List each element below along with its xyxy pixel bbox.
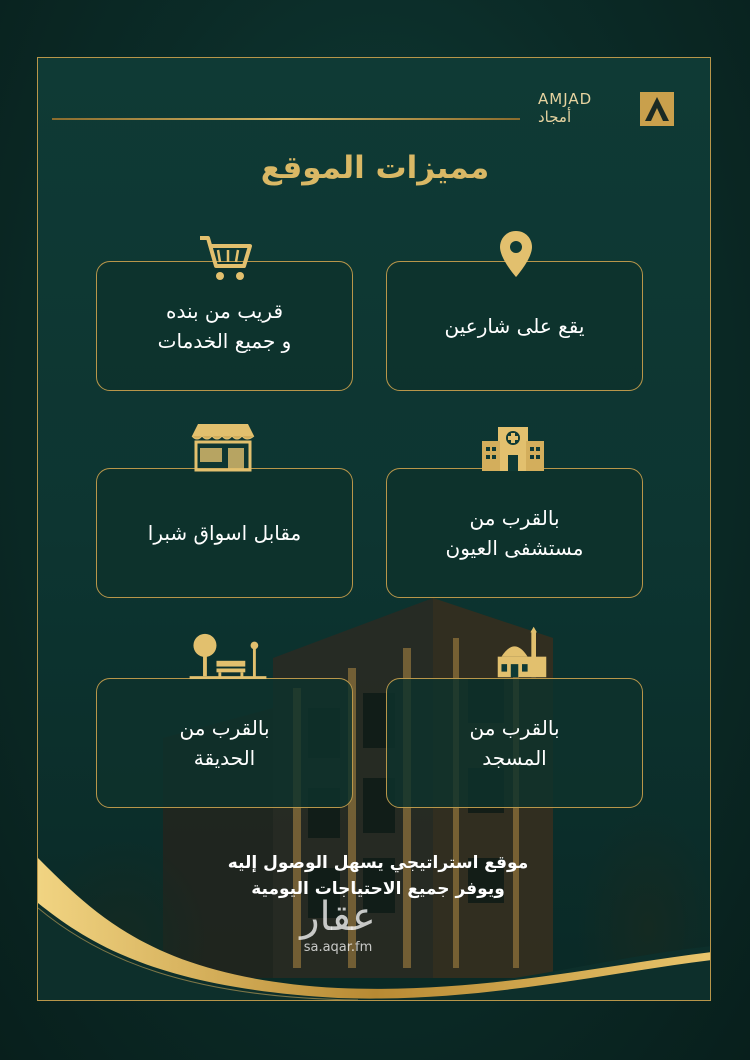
brand-name-latin: AMJAD [538, 90, 593, 108]
feature-text: بالقرب من الحديقة [179, 716, 270, 770]
feature-text: بالقرب من مستشفى العيون [445, 506, 584, 560]
aqar-watermark [278, 894, 398, 956]
watermark-url: sa.aqar.fm [303, 940, 373, 955]
header-divider [52, 118, 520, 120]
feature-card-mosque [386, 678, 643, 808]
feature-card-park [96, 678, 353, 808]
page-title: مميزات الموقع [260, 150, 490, 186]
brand-mark-icon [640, 92, 674, 126]
poster-frame [37, 57, 711, 1001]
feature-text: قريب من بنده و جميع الخدمات [157, 299, 292, 353]
summary-line-1: موقع استراتيجي يسهل الوصول إليه [227, 853, 529, 873]
feature-card-shubra-markets [96, 468, 353, 598]
feature-card-eye-hospital [386, 468, 643, 598]
brand-logo [538, 88, 678, 132]
feature-card-two-streets [386, 261, 643, 391]
park-icon [188, 632, 268, 680]
shopping-cart-icon [198, 234, 254, 284]
summary-line-2: ويوفر جميع الاحتياجات اليومية [251, 879, 505, 899]
feature-text: بالقرب من المسجد [469, 716, 560, 770]
feature-text: يقع على شارعين [444, 314, 585, 338]
location-pin-icon [496, 228, 536, 280]
mosque-icon [494, 626, 550, 678]
brand-name-arabic: أمجاد [538, 108, 572, 126]
feature-text: مقابل اسواق شبرا [147, 521, 302, 545]
hospital-icon [480, 423, 546, 473]
watermark-arabic: عقار [300, 894, 376, 940]
storefront-icon [190, 422, 256, 472]
